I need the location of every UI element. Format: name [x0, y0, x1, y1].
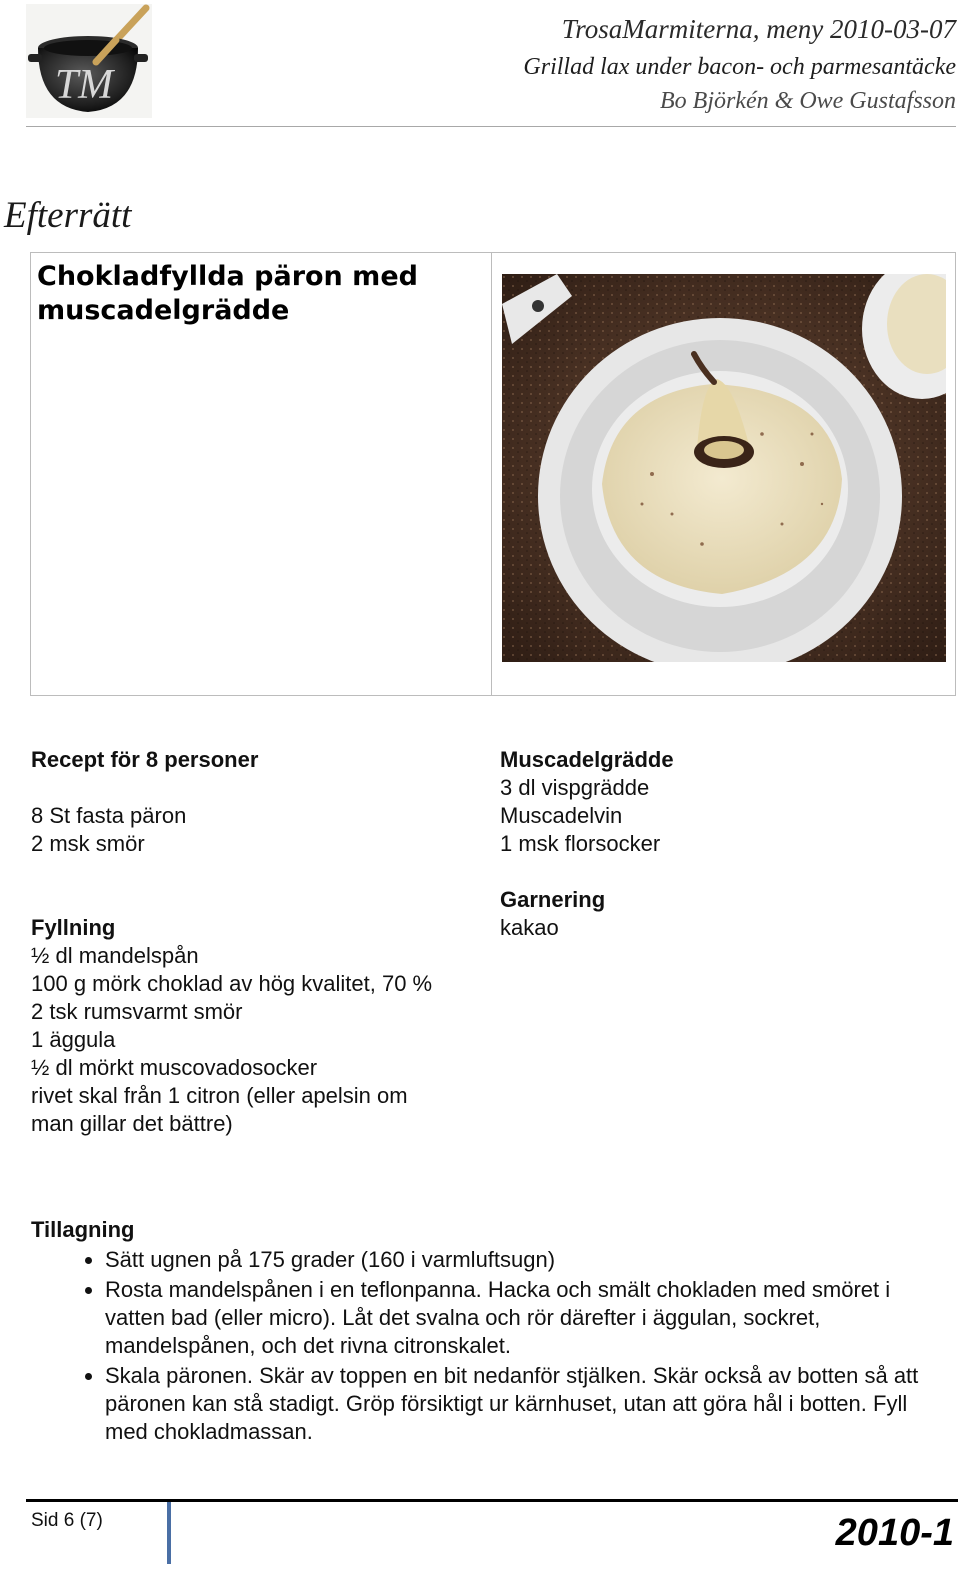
preparation-steps	[31, 1246, 946, 1446]
recipe-title-line-1: Chokladfyllda päron med	[37, 261, 418, 292]
preparation-step: • Sätt ugnen på 175 grader (160 i varmluftsugn)	[105, 1246, 946, 1274]
recipe-title	[37, 260, 487, 328]
header-title: TrosaMarmiterna, meny 2010-03-07	[561, 14, 956, 44]
page-number: Sid 6 (7)	[31, 1510, 103, 1531]
preparation-heading: Tillagning	[31, 1217, 135, 1242]
garnish-ingredient: kakao	[500, 915, 559, 940]
filling-ingredient: ½ dl mörkt muscovadosocker	[31, 1055, 318, 1080]
filling-ingredient: man gillar det bättre)	[31, 1111, 233, 1136]
cream-ingredient: 1 msk florsocker	[500, 831, 661, 856]
cream-heading: Muscadelgrädde	[500, 747, 674, 772]
garnish-heading: Garnering	[500, 887, 606, 912]
trosamarmiterna-logo	[26, 4, 152, 118]
header-main-course: Grillad lax under bacon- och parmesantäcke	[523, 54, 956, 80]
cream-ingredient: 3 dl vispgrädde	[500, 775, 650, 800]
preparation-section	[31, 1216, 946, 1448]
preparation-step: • Rosta mandelspånen i en teflonpanna. Hacka och smält chokladen med smöret i vatten bad (eller micro). Låt det svalna och rör därefter i äggulan, sockret, mandelspånen, och det rivna citronskalet.	[105, 1276, 946, 1360]
filling-heading: Fyllning	[31, 915, 116, 940]
filling-ingredient: rivet skal från 1 citron (eller apelsin om	[31, 1083, 408, 1108]
filling-ingredient: 1 äggula	[31, 1027, 116, 1052]
servings-label: Recept för 8 personer	[31, 747, 259, 772]
filling-ingredient: ½ dl mandelspån	[31, 943, 199, 968]
filling-ingredient: 2 tsk rumsvarmt smör	[31, 999, 243, 1024]
footer-divider	[26, 1499, 958, 1502]
header-authors: Bo Björkén & Owe Gustafsson	[660, 88, 956, 114]
filling-ingredient: 100 g mörk choklad av hög kvalitet, 70 %	[31, 971, 433, 996]
pear-dessert-photo	[502, 274, 946, 662]
header-divider	[26, 126, 956, 127]
logo-letters: TM	[54, 62, 114, 108]
section-title: Efterrätt	[4, 195, 132, 236]
recipe-title-line-2: muscadelgrädde	[37, 295, 290, 326]
edition-label: 2010-1	[835, 1512, 954, 1554]
footer-accent-bar	[167, 1502, 171, 1564]
base-ingredient: 8 St fasta päron	[31, 803, 187, 828]
cream-ingredient: Muscadelvin	[500, 803, 623, 828]
preparation-step: • Skala päronen. Skär av toppen en bit nedanför stjälken. Skär också av botten så att päronen kan stå stadigt. Gröp försiktigt ur kärnhuset, utan att göra hål i botten. Fyll med chokladmassan.	[105, 1362, 946, 1446]
base-ingredient: 2 msk smör	[31, 831, 145, 856]
